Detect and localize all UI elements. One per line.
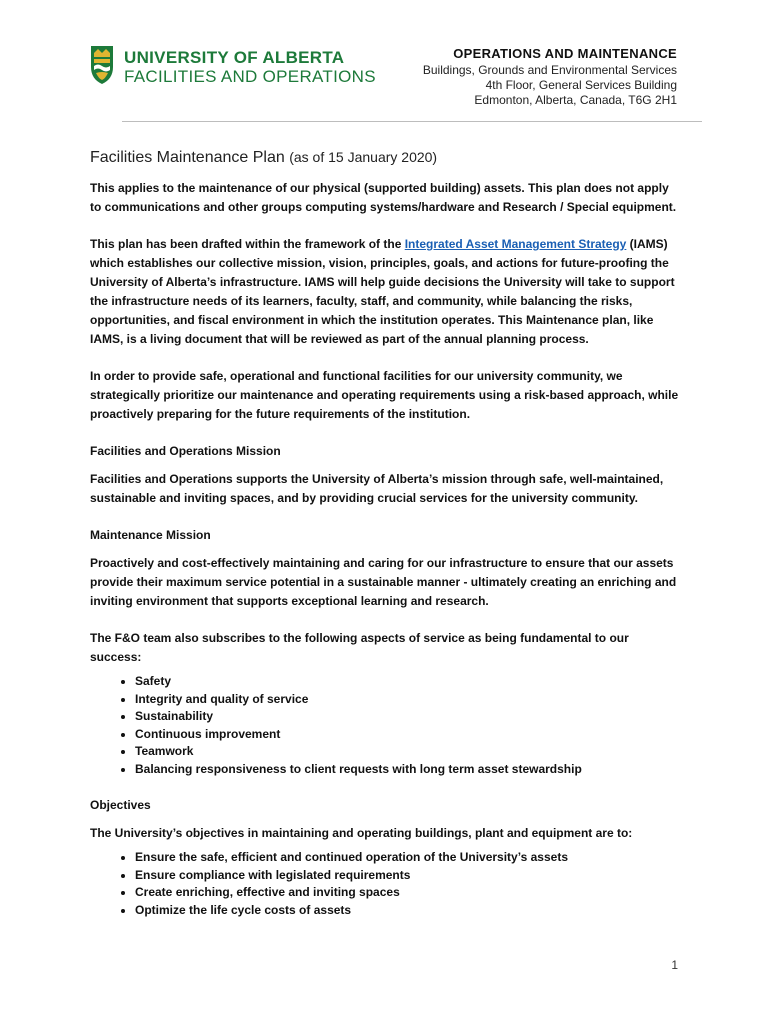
objectives-list [90, 849, 680, 919]
logo-university-name: UNIVERSITY OF ALBERTA [124, 48, 345, 67]
framework-paragraph [90, 235, 680, 349]
letterhead [0, 0, 768, 125]
document-title [90, 148, 680, 167]
crest-icon [90, 45, 114, 85]
list-item: • Ensure the safe, efficient and continued operation of the University’s assets [135, 849, 680, 867]
address-line: Buildings, Grounds and Environmental Services [422, 63, 677, 77]
list-item: • Teamwork [135, 743, 680, 761]
title-date: (as of 15 January 2020) [289, 149, 438, 165]
service-intro: The F&O team also subscribes to the following aspects of service as being fundamental to our success: [90, 631, 629, 664]
list-item: • Balancing responsiveness to client requests with long term asset stewardship [135, 761, 680, 779]
list-item: • Integrity and quality of service [135, 691, 680, 709]
university-logo [90, 45, 380, 90]
iams-link[interactable]: Integrated Asset Management Strategy [404, 237, 627, 251]
objectives-heading: Objectives [90, 798, 151, 812]
list-item: • Ensure compliance with legislated requirements [135, 867, 680, 885]
list-item: • Create enriching, effective and inviting spaces [135, 884, 680, 902]
risk-paragraph: In order to provide safe, operational and functional facilities for our university community, we strategically prioritize our maintenance and operating requirements using a risk-based approach, while proactively preparing for the future requirements of the institution. [90, 369, 679, 421]
fo-mission-paragraph: Facilities and Operations supports the University of Alberta’s mission through safe, well-maintained, sustainable and inviting spaces, and by providing crucial services for the university community. [90, 472, 664, 505]
document-body [90, 148, 680, 937]
list-item: • Continuous improvement [135, 726, 680, 744]
framework-text-pre: This plan has been drafted within the framework of the [90, 237, 405, 251]
logo-unit-name: FACILITIES AND OPERATIONS [124, 67, 376, 86]
service-list [90, 673, 680, 778]
list-item: • Safety [135, 673, 680, 691]
page-number: 1 [671, 958, 678, 972]
address-line: Edmonton, Alberta, Canada, T6G 2H1 [474, 93, 677, 107]
list-item: • Sustainability [135, 708, 680, 726]
fo-mission-heading: Facilities and Operations Mission [90, 444, 281, 458]
objectives-intro: The University’s objectives in maintaining and operating buildings, plant and equipment are to: [90, 826, 633, 840]
maintenance-mission-heading: Maintenance Mission [90, 528, 211, 542]
intro-paragraph: This applies to the maintenance of our physical (supported building) assets. This plan does not apply to communications and other groups computing systems/hardware and Research / Special equipment. [90, 181, 677, 214]
address-line: 4th Floor, General Services Building [485, 78, 677, 92]
maintenance-mission-paragraph: Proactively and cost-effectively maintaining and caring for our infrastructure to ensure that our assets provide their maximum service potential in a sustainable manner - ultimately creating an enriching and inviting environment that supports exceptional learning and research. [90, 556, 677, 608]
department-name: OPERATIONS AND MAINTENANCE [453, 46, 677, 61]
department-address [423, 46, 677, 108]
title-text: Facilities Maintenance Plan [90, 149, 285, 166]
list-item: • Optimize the life cycle costs of assets [135, 902, 680, 920]
framework-text-post: (IAMS) which establishes our collective mission, vision, principles, goals, and actions for future-proofing the University of Alberta’s infrastructure. IAMS will help guide decisions the University will take to support the infrastructure needs of its learners, faculty, staff, and community, while balancing the risks, opportunities, and fiscal environment in which the institution operates. This Maintenance plan, like IAMS, is a living document that will be reviewed as part of the annual planning process. [90, 237, 675, 346]
header-divider [122, 121, 702, 122]
